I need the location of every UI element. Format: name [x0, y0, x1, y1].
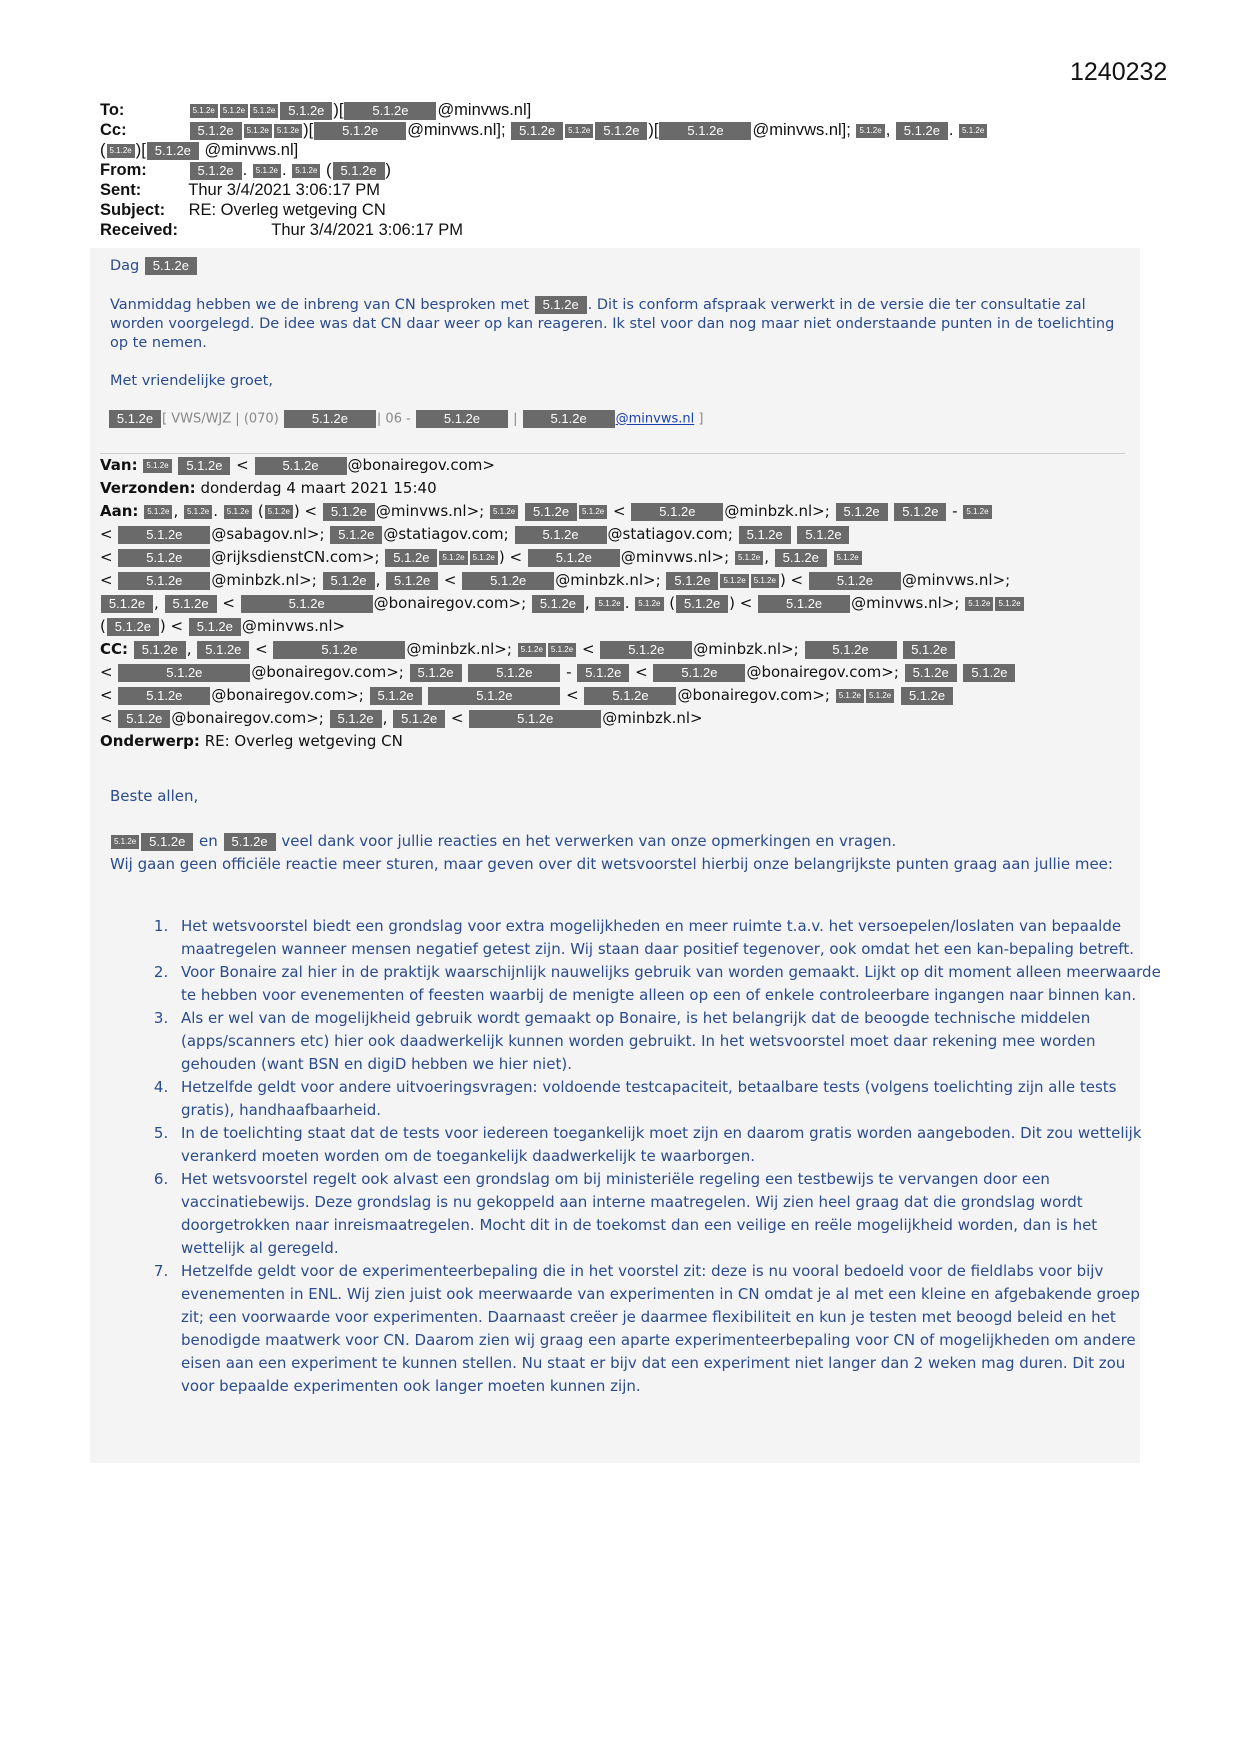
redaction: 5.1.2e: [118, 687, 210, 705]
redaction: 5.1.2e: [579, 505, 607, 519]
list-item: 2. Voor Bonaire zal hier in de praktijk waarschijnlijk nauwelijks gebruik van worden gemaakt. Lijkt op dit moment alleen meerwaarde te hebben voor evenementen of feesten waarbij de menigte alleen op een of enkele controleerbare ingangen naar binnen kan.: [173, 961, 1163, 1007]
redaction: 5.1.2e: [836, 503, 888, 521]
cc-fw-row-4: < 5.1.2e @bonairegov.com>; 5.1.2e , 5.1.2e < 5.1.2e @minbzk.nl>: [100, 709, 703, 727]
redaction: 5.1.2e: [118, 664, 250, 682]
redaction: 5.1.2e: [190, 104, 218, 118]
redaction: 5.1.2e: [511, 122, 563, 140]
redaction: 5.1.2e: [118, 710, 170, 728]
redaction: 5.1.2e: [197, 641, 249, 659]
redaction: 5.1.2e: [903, 641, 955, 659]
redaction: 5.1.2e: [253, 164, 281, 178]
redaction: 5.1.2e: [635, 597, 663, 611]
redaction: 5.1.2e: [666, 572, 718, 590]
redaction: 5.1.2e: [118, 526, 210, 544]
received-row: [100, 220, 463, 240]
onderwerp-row: Onderwerp: RE: Overleg wetgeving CN: [100, 732, 403, 750]
document-number: 1240232: [1070, 58, 1168, 86]
list-item: 7. Hetzelfde geldt voor de experimenteerbepaling die in het voorstel zit: deze is nu vooral bedoeld voor de fieldlabs voor bijv evenementen in ENL. Wij zien juist ook meerwaarde van experimenten in CN omdat je al met een kleine en afgebakende groep zit; een voorwaarde voor experimenten. Daarnaast creëer je daarmee flexibiliteit en kun je testen met beoogd beleid en het benodigde maatwerk voor CN. Daarom zien wij graag een aparte experimenteerbepaling voor CN of mogelijkheden om andere eisen aan een experiment te kunnen stellen. Nu staat er bijv dat een experiment niet langer dan 2 weken mag duren. Dit zou voor bepaalde experimenten ook langer moeten kunnen zijn.: [173, 1260, 1163, 1398]
redaction: 5.1.2e: [111, 835, 139, 849]
redaction: 5.1.2e: [775, 549, 827, 567]
to-domain: @minvws.nl]: [437, 101, 532, 119]
aan-row-2: < 5.1.2e @sabagov.nl>; 5.1.2e @statiagov.com; 5.1.2e @statiagov.com; 5.1.2e 5.1.2e: [100, 523, 850, 546]
redaction: 5.1.2e: [224, 833, 276, 851]
redaction: 5.1.2e: [462, 572, 554, 590]
redaction: 5.1.2e: [894, 503, 946, 521]
signature-email-link[interactable]: @minvws.nl: [615, 411, 695, 427]
reply-greeting: Dag 5.1.2e: [110, 257, 1120, 276]
list-item: 1. Het wetsvoorstel biedt een grondslag voor extra mogelijkheden en meer ruimte t.a.v. het versoepelen/loslaten van bepaalde maatregelen wanneer mensen negatief getest zijn. Wij staan daar positief tegenover, ook omdat het een kan-bepaling betreft.: [173, 915, 1163, 961]
redaction: 5.1.2e: [244, 124, 272, 138]
received-value: Thur 3/4/2021 3:06:17 PM: [271, 221, 464, 239]
aan-row-4: < 5.1.2e @minbzk.nl>; 5.1.2e , 5.1.2e < 5.1.2e @minbzk.nl>; 5.1.2e 5.1.2e 5.1.2e ) < 5.1.2e @minvws.nl>;: [100, 571, 1011, 589]
redaction: 5.1.2e: [386, 572, 438, 590]
subject-row: [100, 200, 386, 220]
redaction: 5.1.2e: [428, 687, 560, 705]
redaction: 5.1.2e: [963, 505, 991, 519]
redaction: 5.1.2e: [118, 572, 210, 590]
subject-label: Subject:: [100, 201, 166, 219]
redaction: 5.1.2e: [995, 597, 1023, 611]
redaction: 5.1.2e: [333, 162, 385, 180]
redaction: 5.1.2e: [523, 410, 615, 428]
list-item: 5. In de toelichting staat dat de tests voor iedereen toegankelijk moet zijn en daarom gratis worden aangeboden. Dit zou wettelijk verankerd moeten worden om de toegankelijk daadwerkelijk te waarborgen.: [173, 1122, 1163, 1168]
redaction: 5.1.2e: [896, 122, 948, 140]
redaction: 5.1.2e: [145, 257, 197, 275]
redaction: 5.1.2e: [584, 687, 676, 705]
redaction: 5.1.2e: [385, 549, 437, 567]
body-greeting: Beste allen,: [110, 787, 199, 805]
cc-domain: @minvws.nl]: [204, 141, 299, 159]
redaction: 5.1.2e: [189, 618, 241, 636]
redaction: 5.1.2e: [107, 144, 135, 158]
from-label: From:: [100, 161, 147, 179]
redaction: 5.1.2e: [631, 503, 723, 521]
redaction: 5.1.2e: [659, 122, 751, 140]
redaction: 5.1.2e: [330, 526, 382, 544]
redaction: 5.1.2e: [265, 505, 293, 519]
redaction: 5.1.2e: [147, 142, 199, 160]
list-item: 4. Hetzelfde geldt voor andere uitvoeringsvragen: voldoende testcapaciteit, betaalbare tests (volgens toelichting zijn alle tests gratis), handhaafbaarheid.: [173, 1076, 1163, 1122]
redaction: 5.1.2e: [565, 124, 593, 138]
aan-row-6: ( 5.1.2e ) < 5.1.2e @minvws.nl>: [100, 617, 346, 635]
aan-row-5: 5.1.2e , 5.1.2e < 5.1.2e @bonairegov.com>; 5.1.2e , 5.1.2e . 5.1.2e ( 5.1.2e ) < 5.1.2e @minvws.nl>; 5.1.2e 5.1.2e: [100, 592, 1025, 615]
redaction: 5.1.2e: [595, 597, 623, 611]
redaction: 5.1.2e: [330, 710, 382, 728]
redaction: 5.1.2e: [323, 503, 375, 521]
redaction: 5.1.2e: [856, 124, 884, 138]
redaction: 5.1.2e: [600, 641, 692, 659]
body-paragraph-2: Wij gaan geen officiële reactie meer sturen, maar geven over dit wetsvoorstel hierbij onze belangrijkste punten graag aan jullie mee:: [110, 855, 1113, 873]
points-list: [128, 915, 1163, 1398]
redaction: 5.1.2e: [548, 643, 576, 657]
to-row: To: 5.1.2e 5.1.2e 5.1.2e 5.1.2e )[ 5.1.2e @minvws.nl]: [100, 101, 532, 119]
redaction: 5.1.2e: [834, 551, 862, 565]
redaction: 5.1.2e: [751, 574, 779, 588]
list-item: 6. Het wetsvoorstel regelt ook alvast een grondslag om bij ministeriële regeling een testbewijs te vervangen door een vaccinatiebewijs. Deze grondslag is nu gekoppeld aan interne maatregelen. Wij zien heel graag dat die grondslag wordt doorgetrokken naar inreismaatregelen. Mocht dit in de toekomst dan een veilige en reële mogelijkheid worden, dan is het wettelijk al geregeld.: [173, 1168, 1163, 1260]
aan-row-1: Aan: 5.1.2e , 5.1.2e . 5.1.2e ( 5.1.2e ) < 5.1.2e @minvws.nl>; 5.1.2e 5.1.2e 5.1.2e < 5.1.2e @minbzk.nl>; 5.1.2e 5.1.2e - 5.1.2e: [100, 500, 993, 523]
redaction: 5.1.2e: [739, 526, 791, 544]
redaction: 5.1.2e: [220, 104, 248, 118]
reply-closing: Met vriendelijke groet,: [110, 373, 273, 389]
redaction: 5.1.2e: [280, 102, 332, 120]
redaction: 5.1.2e: [959, 124, 987, 138]
redaction: 5.1.2e: [469, 710, 601, 728]
redaction: 5.1.2e: [143, 459, 171, 473]
redaction: 5.1.2e: [416, 410, 508, 428]
redaction: 5.1.2e: [134, 641, 186, 659]
redaction: 5.1.2e: [535, 296, 587, 314]
redaction: 5.1.2e: [101, 595, 153, 613]
received-label: Received:: [100, 221, 178, 239]
redaction: 5.1.2e: [809, 572, 901, 590]
sent-row: [100, 180, 380, 200]
redaction: 5.1.2e: [525, 503, 577, 521]
redaction: 5.1.2e: [439, 551, 467, 565]
redaction: 5.1.2e: [274, 124, 302, 138]
cc-domain: @minvws.nl];: [752, 121, 851, 139]
cc-fw-row-1: CC: 5.1.2e , 5.1.2e < 5.1.2e @minbzk.nl>; 5.1.2e 5.1.2e < 5.1.2e @minbzk.nl>; 5.1.2e 5.1.2e: [100, 638, 956, 661]
body-paragraph-1: 5.1.2e 5.1.2e en 5.1.2e veel dank voor jullie reacties en het verwerken van onze opmerkingen en vragen. Wij gaan geen officiële reactie meer sturen, maar geven over dit wetsvoorstel hierbij onze belangrijkste punten graag aan jullie mee:: [110, 832, 1113, 873]
subject-value: RE: Overleg wetgeving CN: [188, 201, 386, 219]
cc-label: Cc:: [100, 121, 127, 139]
redaction: 5.1.2e: [118, 549, 210, 567]
redaction: 5.1.2e: [676, 595, 728, 613]
redaction: 5.1.2e: [595, 122, 647, 140]
redaction: 5.1.2e: [836, 689, 864, 703]
redaction: 5.1.2e: [370, 687, 422, 705]
redaction: 5.1.2e: [184, 505, 212, 519]
redaction: 5.1.2e: [518, 643, 546, 657]
redaction: 5.1.2e: [323, 572, 375, 590]
redaction: 5.1.2e: [797, 526, 849, 544]
redaction: 5.1.2e: [758, 595, 850, 613]
redaction: 5.1.2e: [141, 833, 193, 851]
redaction: 5.1.2e: [109, 410, 161, 428]
from-row: From: 5.1.2e . 5.1.2e . 5.1.2e ( 5.1.2e ): [100, 161, 392, 179]
redaction: 5.1.2e: [735, 551, 763, 565]
redaction: 5.1.2e: [515, 526, 607, 544]
cc-fw-row-2: < 5.1.2e @bonairegov.com>; 5.1.2e 5.1.2e - 5.1.2e < 5.1.2e @bonairegov.com>; 5.1.2e 5.1.2e: [100, 661, 1016, 684]
aan-row-3: < 5.1.2e @rijksdienstCN.com>; 5.1.2e 5.1.2e 5.1.2e ) < 5.1.2e @minvws.nl>; 5.1.2e , 5.1.2e 5.1.2e: [100, 546, 863, 569]
redaction: 5.1.2e: [470, 551, 498, 565]
verzonden-row: Verzonden: donderdag 4 maart 2021 15:40: [100, 479, 437, 497]
sent-label: Sent:: [100, 181, 142, 199]
redaction: 5.1.2e: [528, 549, 620, 567]
redaction: 5.1.2e: [273, 641, 405, 659]
cc-domain: @minvws.nl];: [407, 121, 506, 139]
redaction: 5.1.2e: [292, 164, 320, 178]
redaction: 5.1.2e: [344, 102, 436, 120]
redaction: 5.1.2e: [866, 689, 894, 703]
redaction: 5.1.2e: [241, 595, 373, 613]
cc-row-cont: ( 5.1.2e )[ 5.1.2e @minvws.nl]: [100, 141, 299, 159]
redaction: 5.1.2e: [284, 410, 376, 428]
redaction: 5.1.2e: [532, 595, 584, 613]
redaction: 5.1.2e: [963, 664, 1015, 682]
redaction: 5.1.2e: [410, 664, 462, 682]
redaction: 5.1.2e: [190, 122, 242, 140]
to-label: To:: [100, 101, 125, 119]
redaction: 5.1.2e: [178, 457, 230, 475]
list-item: 3. Als er wel van de mogelijkheid gebruik wordt gemaakt op Bonaire, is het belangrijk dat de beoogde technische middelen (apps/scanners etc) hier ook daadwerkelijk kunnen worden gebruikt. In het wetsvoorstel moet daar rekening mee worden gehouden (want BSN en digiD hebben we hier niet).: [173, 1007, 1163, 1076]
redaction: 5.1.2e: [720, 574, 748, 588]
redaction: 5.1.2e: [107, 618, 159, 636]
redaction: 5.1.2e: [255, 457, 347, 475]
redaction: 5.1.2e: [250, 104, 278, 118]
redaction: 5.1.2e: [144, 505, 172, 519]
redaction: 5.1.2e: [905, 664, 957, 682]
sent-value: Thur 3/4/2021 3:06:17 PM: [188, 181, 381, 199]
redaction: 5.1.2e: [190, 162, 242, 180]
redaction: 5.1.2e: [314, 122, 406, 140]
redaction: 5.1.2e: [965, 597, 993, 611]
cc-fw-row-3: < 5.1.2e @bonairegov.com>; 5.1.2e 5.1.2e < 5.1.2e @bonairegov.com>; 5.1.2e 5.1.2e 5.1.2e: [100, 684, 954, 707]
redaction: 5.1.2e: [901, 687, 953, 705]
reply-paragraph: Vanmiddag hebben we de inbreng van CN besproken met 5.1.2e . Dit is conform afspraak verwerkt in de versie die ter consultatie zal worden voorgelegd. De idee was dat CN daar weer op kan reageren. Ik stel voor dan nog maar niet onderstaande punten in de toelichting op te nemen.: [110, 297, 1115, 351]
van-row: Van: 5.1.2e 5.1.2e < 5.1.2e @bonairegov.com>: [100, 456, 495, 474]
redaction: 5.1.2e: [224, 505, 252, 519]
redaction: 5.1.2e: [468, 664, 560, 682]
redaction: 5.1.2e: [577, 664, 629, 682]
redaction: 5.1.2e: [393, 710, 445, 728]
redaction: 5.1.2e: [490, 505, 518, 519]
redaction: 5.1.2e: [805, 641, 897, 659]
redaction: 5.1.2e: [653, 664, 745, 682]
redaction: 5.1.2e: [165, 595, 217, 613]
cc-row: Cc: 5.1.2e 5.1.2e 5.1.2e )[ 5.1.2e @minvws.nl]; 5.1.2e 5.1.2e 5.1.2e )[ 5.1.2e @minvws.nl]; 5.1.2e , 5.1.2e . 5.1.2e: [100, 120, 988, 140]
signature-line: 5.1.2e [ VWS/WJZ | (070) 5.1.2e | 06 - 5.1.2e | 5.1.2e @minvws.nl ]: [108, 410, 703, 428]
